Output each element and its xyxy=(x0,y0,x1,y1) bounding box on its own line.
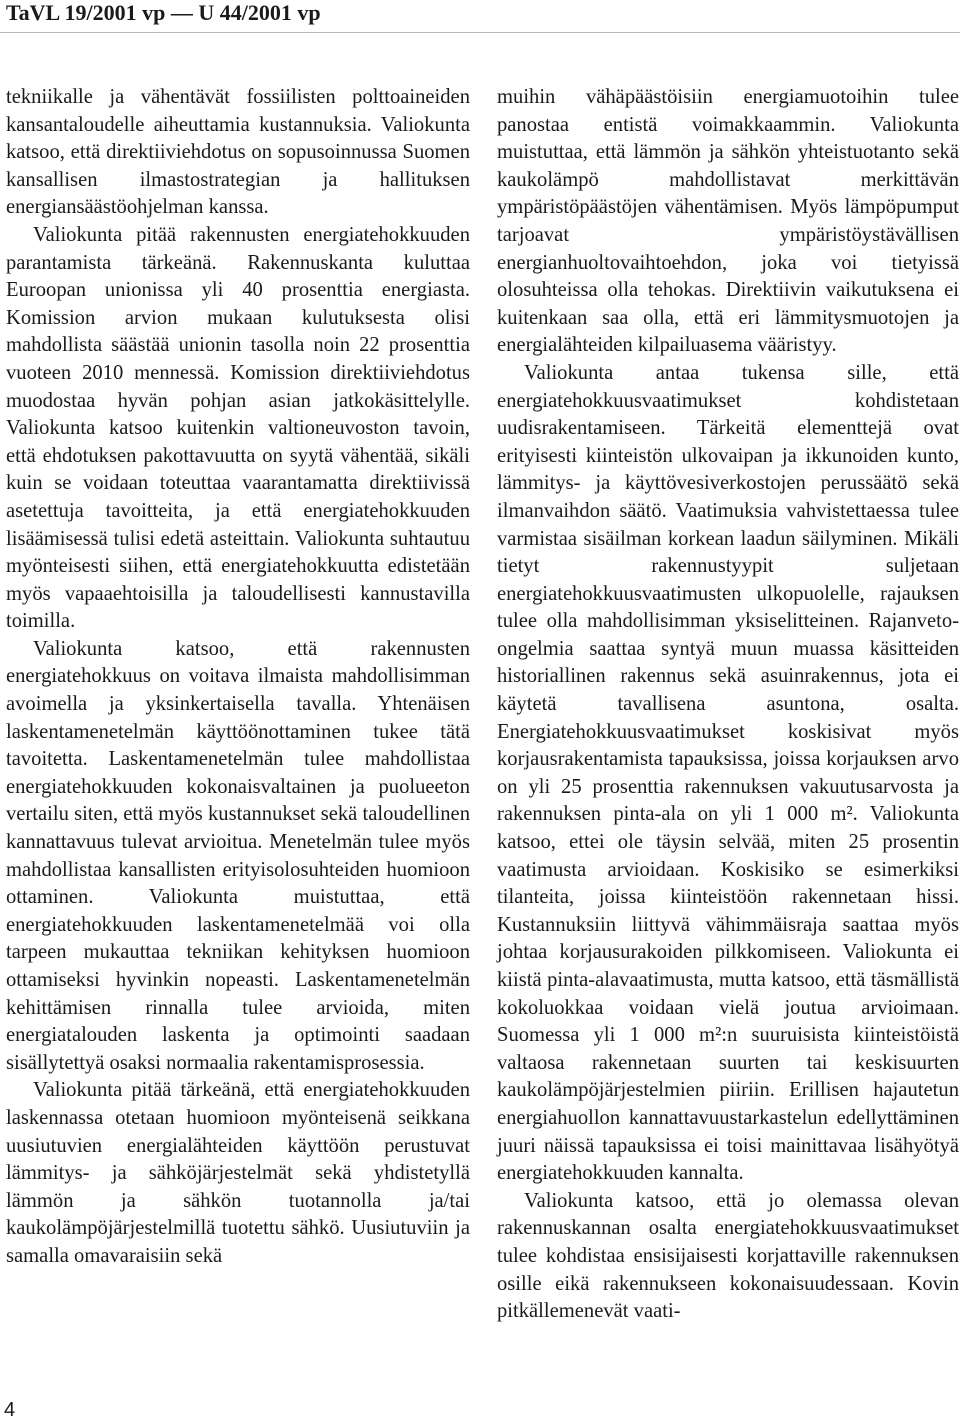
paragraph: Valiokunta pitää tärkeänä, että energiatehokkuuden laskennassa otetaan huomioon myönteisenä seikkana uusiutuvien energialähteiden käyttöön perustuvat lämmitys- ja sähköjärjestelmät sekä yhdistetyllä lämmön ja sähkön tuotannolla ja/tai kaukolämpöjärjestelmillä tuotettu sähkö. Uusiutuviin ja samalla omavaraisiin sekä xyxy=(6,1079,470,1267)
page-number: 4 xyxy=(4,1399,16,1421)
paragraph: Valiokunta antaa tukensa sille, että energiatehokkuusvaatimukset kohdistetaan uudisrakentamiseen. Tärkeitä elementtejä ovat erityisesti kiinteistön ulkovaipan ja ikkunoiden kunto, lämmitys- ja käyttövesiverkostojen perussäätö sekä ilmanvaihdon säätö. Vaatimuksia vahvistettaessa tulee varmistaa sisäilman korkean laadun säilyminen. Mikäli tietyt rakennustyypit suljetaan energiatehokkuusvaatimusten ulkopuolelle, rajauksen tulee olla mahdollisimman yksiselitteinen. Rajanveto-ongelmia saattaa syntyä muun muassa käsitteiden historiallinen rakennus sekä asuinrakennus, jota ei käytetä tavallisena asuntona, osalta. Energiatehokkuusvaatimukset koskisivat myös korjausrakentamista tapauksissa, joissa korjauksen arvo on yli 25 prosenttia rakennuksen vakuutusarvosta ja rakennuksen pinta-ala on yli 1 000 m². Valiokunta katsoo, ettei ole täysin selvää, miten 25 prosentin vaatimusta arvioidaan. Koskisiko se esimerkiksi tilanteita, joissa kiinteistöön rakennetaan hissi. Kustannuksiin liittyvä vähimmäisraja saattaa myös johtaa korjausurakoiden pilkkomiseen. Valiokunta ei kiistä pinta-alavaatimusta, mutta katsoo, että täsmällistä kokoluokkaa voidaan vielä joutua arvioimaan. Suomessa yli 1 000 m²:n suuruisista kiinteistöistä valtaosa rakennetaan suurten tai keskisuurten kaukolämpöjärjestelmien piiriin. Erillisen hajautetun energiahuollon kannattavuustarkastelun edellyttäminen juuri näissä tapauksissa ei toisi mainittavaa lisähyötyä energiatehokkuuden kannalta. xyxy=(497,361,959,1185)
paragraph: Valiokunta katsoo, että jo olemassa olevan rakennuskannan osalta energiatehokkuusvaatimukset tulee kohdistaa ensisijaisesti korjattaville rakennuksen osille eikä rakennukseen kokonaisuudessaan. Kovin pitkällemenevät vaati- xyxy=(497,1189,959,1323)
paragraph: muihin vähäpäästöisiin energiamuotoihin tulee panostaa entistä voimakkaammin. Valiokunta muistuttaa, että lämmön ja sähkön yhteistuotanto sekä kaukolämpö mahdollistavat merkittävän ympäristöpäästöjen vähentämisen. Myös lämpöpumput tarjoavat ympäristöystävällisen energianhuoltovaihtoehdon, joka voi tietyissä olosuhteissa olla tehokas. Direktiivin vaikutuksena ei kuitenkaan saa olla, että eri lämmitysmuotojen ja energialähteiden kilpailuasema vääristyy. xyxy=(497,86,959,357)
header-divider xyxy=(0,32,960,33)
left-column xyxy=(6,84,470,1271)
right-column xyxy=(497,84,959,1326)
paragraph: Valiokunta katsoo, että rakennusten energiatehokkuus on voitava ilmaista mahdollisimman avoimella ja yksinkertaisella tavalla. Yhtenäisen laskentamenetelmän käyttöönottaminen tukee tätä tavoitetta. Laskentamenetelmän tulee mahdollistaa energiatehokkuuden kokonaisvaltainen ja puolueeton vertailu siten, että myös kustannukset sekä taloudellinen kannattavuus tulevat arvioitua. Menetelmän tulee myös mahdollistaa kansallisten erityisolosuhteiden huomioon ottaminen. Valiokunta muistuttaa, että energiatehokkuuden laskentamenetelmää voi olla tarpeen mukauttaa tekniikan kehityksen huomioon ottamiseksi hyvinkin nopeasti. Laskentamenetelmän kehittämisen rinnalla tulee arvioida, miten energiatalouden laskenta ja optimointi saadaan sisällytettyä osaksi normaalia rakentamisprosessia. xyxy=(6,637,470,1074)
paragraph: Valiokunta pitää rakennusten energiatehokkuuden parantamista tärkeänä. Rakennuskanta kuluttaa Euroopan unionissa yli 40 prosenttia energiasta. Komission arvion mukaan kulutuksesta olisi mahdollista säästää unionin tasolla noin 22 prosenttia vuoteen 2010 mennessä. Komission direktiiviehdotus muodostaa hyvän pohjan asian jatkokäsittelylle. Valiokunta katsoo kuitenkin valtioneuvoston tavoin, että ehdotuksen pakottavuutta on syytä vähentää, sikäli kuin se voidaan toteuttaa vaarantamatta direktiivissä asetettuja tavoitteita, ja että energiatehokkuuden lisäämisessä tulisi edetä asteittain. Valiokunta suhtautuu myönteisesti siihen, että energiatehokkuutta edistetään myös vapaaehtoisilla ja taloudellisesti kannustavilla toimilla. xyxy=(6,223,470,633)
paragraph: tekniikalle ja vähentävät fossiilisten polttoaineiden kansantaloudelle aiheuttamia kustannuksia. Valiokunta katsoo, että direktiiviehdotus on sopusoinnussa Suomen kansallisen ilmastostrategian ja hallituksen energiansäästöohjelman kanssa. xyxy=(6,86,470,219)
page-header: TaVL 19/2001 vp — U 44/2001 vp xyxy=(6,0,321,25)
